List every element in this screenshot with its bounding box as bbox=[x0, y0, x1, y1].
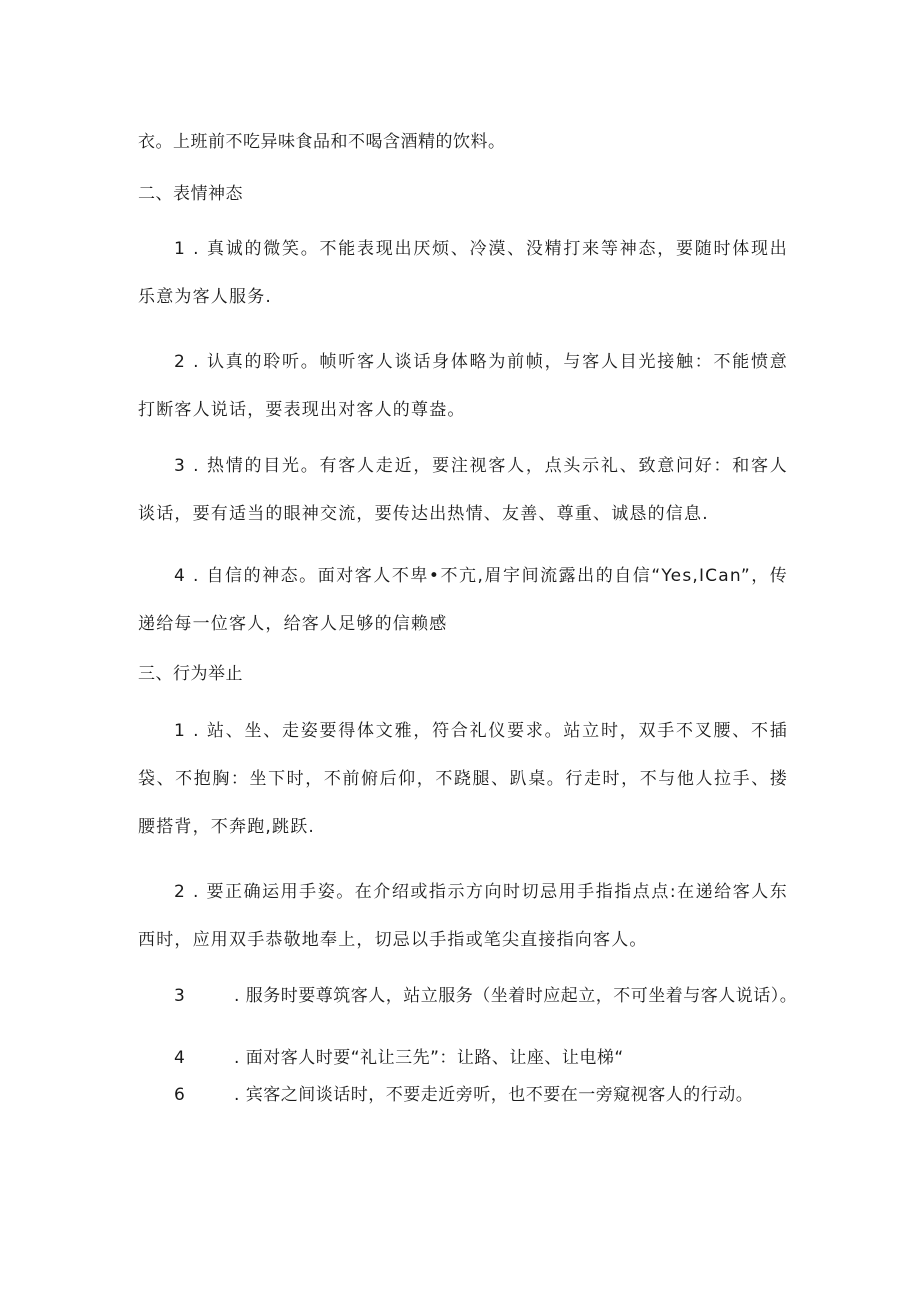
list-item-privacy bbox=[174, 1083, 753, 1107]
section-heading-behavior: 三、行为举止 bbox=[138, 664, 243, 684]
list-number: 3 bbox=[174, 986, 186, 1006]
continued-line: 衣。上班前不吃异味食品和不喝含酒精的饮料。 bbox=[138, 132, 506, 152]
list-text: . 宾客之间谈话时，不要走近旁听，也不要在一旁窥视客人的行动。 bbox=[234, 1085, 754, 1105]
paragraph-gestures: 2 . 要正确运用手姿。在介绍或指示方向时切忌用手指指点点:在递给客人东西时，应用双手恭敬地奉上，切忌以手指或笔尖直接指向客人。 bbox=[138, 882, 788, 950]
paragraph-listening: 2 . 认真的聆听。帧听客人谈话身体略为前帧，与客人目光接触：不能愤意打断客人说话，要表现出对客人的尊盎。 bbox=[138, 352, 788, 420]
list-item-respect bbox=[174, 984, 797, 1008]
list-number: 6 bbox=[174, 1085, 186, 1105]
section-heading-expression: 二、表情神态 bbox=[138, 184, 243, 204]
paragraph-smile: 1 . 真诚的微笑。不能表现出厌烦、冷漠、没精打来等神态，要随时体现出乐意为客人服务. bbox=[138, 239, 788, 307]
list-item-courtesy bbox=[174, 1046, 624, 1070]
paragraph-confidence: 4 . 自信的神态。面对客人不卑•不亢,眉宇间流露出的自信“Yes,ICan”，传递给每一位客人，给客人足够的信赖感 bbox=[138, 566, 788, 634]
paragraph-gaze: 3 . 热情的目光。有客人走近，要注视客人，点头示礼、致意问好：和客人谈话，要有适当的眼神交流，要传达出热情、友善、尊重、诚恳的信息. bbox=[138, 456, 788, 524]
list-number: 4 bbox=[174, 1048, 186, 1068]
paragraph-posture: 1 . 站、坐、走姿要得体文雅，符合礼仪要求。站立时，双手不叉腰、不插袋、不抱胸：坐下时，不前俯后仰，不跷腿、趴桌。行走时，不与他人拉手、搂腰搭背，不奔跑,跳跃. bbox=[138, 721, 788, 837]
list-text: . 面对客人时要“礼让三先”：让路、让座、让电梯“ bbox=[234, 1048, 624, 1068]
list-text: . 服务时要尊筑客人，站立服务（坐着时应起立，不可坐着与客人说话）。 bbox=[234, 986, 798, 1006]
